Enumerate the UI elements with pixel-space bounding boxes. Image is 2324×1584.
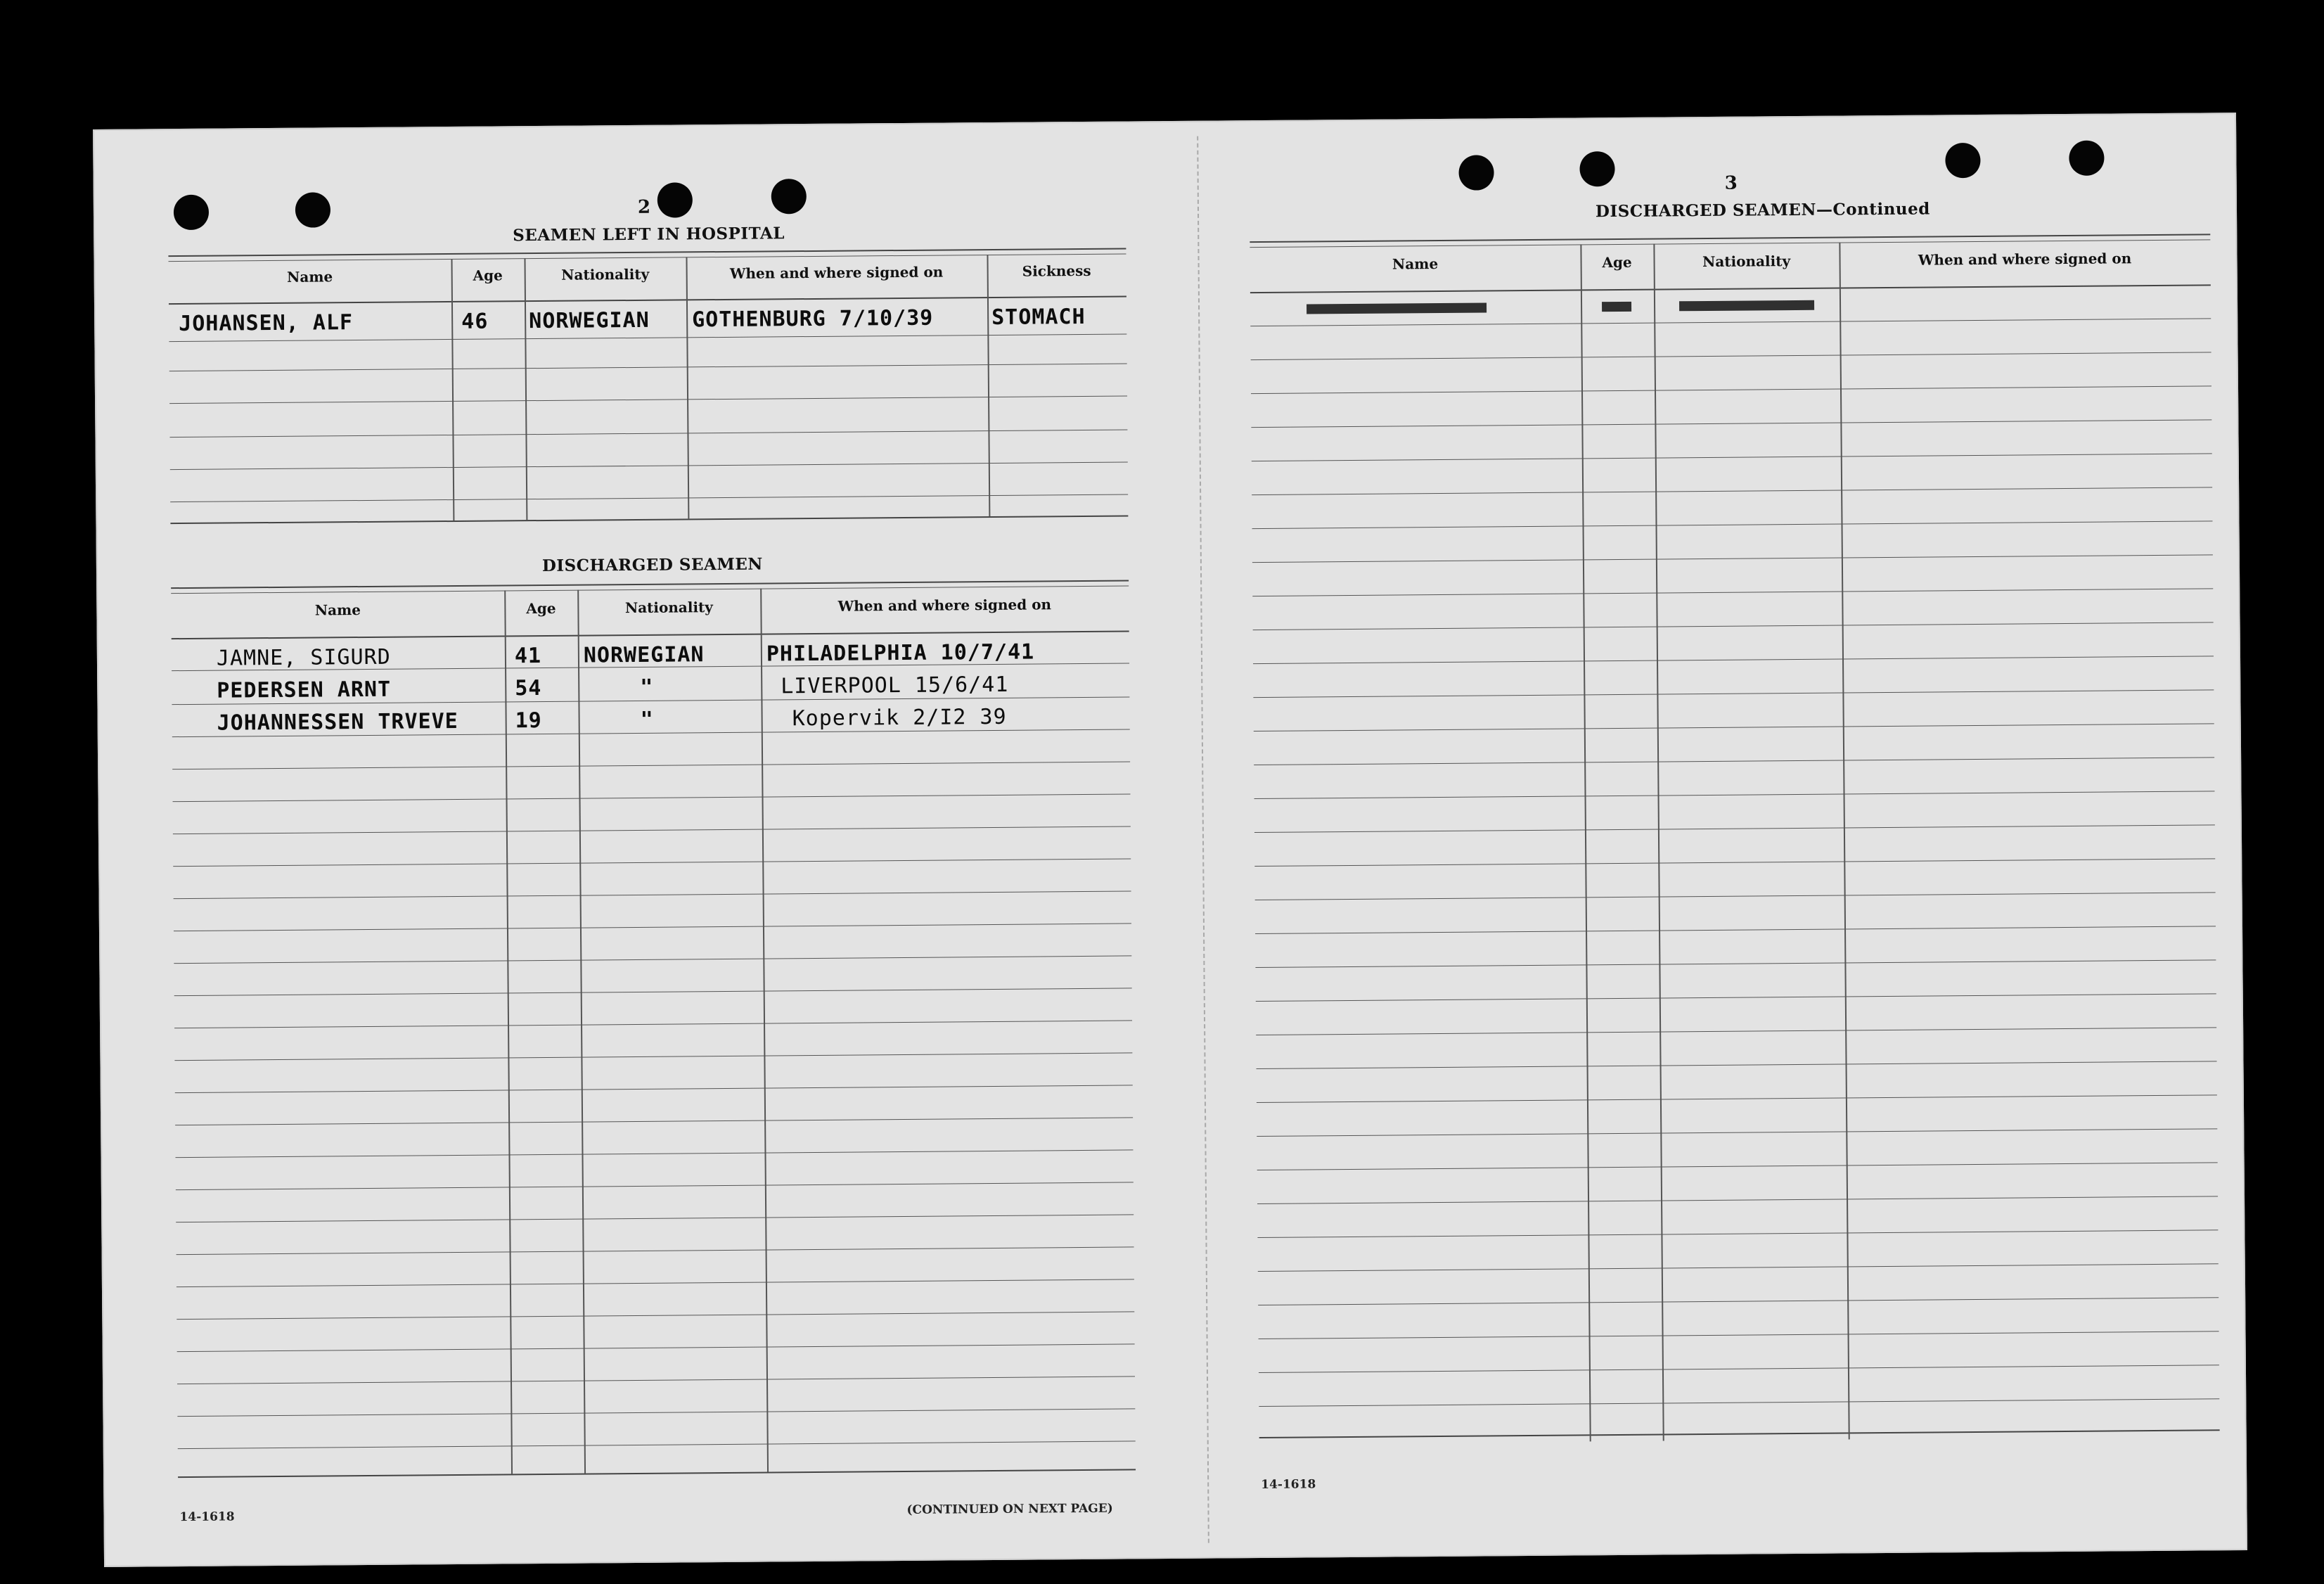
header-nationality: Nationality — [624, 599, 713, 617]
punch-hole — [2069, 141, 2104, 176]
header-signed-on: When and where signed on — [837, 596, 1052, 615]
form-number: 14-1618 — [179, 1509, 235, 1525]
discharged-row-signed-on: PHILADELPHIA 10/7/41 — [766, 639, 1035, 667]
hospital-row-signed-on: GOTHENBURG 7/10/39 — [692, 305, 934, 333]
discharged-section-title: DISCHARGED SEAMEN — [541, 554, 763, 576]
header-name: Name — [1392, 255, 1439, 273]
punch-hole — [174, 195, 209, 230]
hospital-row-nationality: NORWEGIAN — [529, 307, 650, 334]
discharged-row-nationality: NORWEGIAN — [583, 642, 705, 668]
punch-hole — [771, 179, 807, 214]
discharged-continued-table — [1250, 234, 2220, 1465]
header-age: Age — [1602, 253, 1632, 272]
page-fold-divider — [1197, 136, 1209, 1543]
hospital-row-sickness: STOMACH — [991, 304, 1086, 330]
header-age: Age — [473, 267, 503, 284]
hospital-row-age: 46 — [461, 309, 489, 334]
document-sheet — [93, 113, 2247, 1567]
discharged-row-signed-on: Kopervik 2/I2 39 — [792, 704, 1007, 732]
continued-section-title: DISCHARGED SEAMEN—Continued — [1595, 199, 1930, 222]
header-nationality: Nationality — [1702, 253, 1791, 271]
header-age: Age — [526, 599, 556, 618]
page-number: 3 — [1724, 172, 1738, 194]
form-number: 14-1618 — [1261, 1477, 1316, 1493]
punch-hole — [1458, 155, 1494, 190]
discharged-row-nationality: " — [640, 707, 654, 732]
discharged-row-age: 54 — [515, 676, 542, 701]
header-name: Name — [287, 268, 333, 286]
discharged-table — [171, 580, 1136, 1488]
header-signed-on: When and where signed on — [729, 263, 944, 282]
header-signed-on: When and where signed on — [1918, 250, 2132, 269]
punch-hole — [295, 192, 330, 227]
hospital-table — [168, 248, 1128, 528]
discharged-row-name: JOHANNESSEN TRVEVE — [217, 708, 458, 736]
struck-out-nationality — [1679, 300, 1814, 312]
page-number: 2 — [637, 196, 651, 218]
discharged-row-name: PEDERSEN ARNT — [217, 677, 392, 703]
continued-note: (CONTINUED ON NEXT PAGE) — [906, 1501, 1113, 1517]
header-name: Name — [314, 601, 361, 619]
punch-hole — [1945, 143, 1980, 178]
punch-hole — [657, 182, 693, 217]
discharged-row-age: 41 — [514, 644, 542, 669]
struck-out-name — [1307, 302, 1487, 314]
hospital-row-name: JOHANSEN, ALF — [179, 310, 354, 337]
discharged-row-age: 19 — [515, 708, 542, 734]
punch-hole — [1579, 151, 1614, 186]
discharged-row-signed-on: LIVERPOOL 15/6/41 — [781, 672, 1009, 699]
discharged-row-name: JAMNE, SIGURD — [216, 644, 391, 671]
struck-out-age — [1602, 302, 1631, 312]
header-nationality: Nationality — [561, 265, 650, 283]
hospital-section-title: SEAMEN LEFT IN HOSPITAL — [513, 224, 785, 245]
header-sickness: Sickness — [1022, 262, 1091, 280]
discharged-row-nationality: " — [640, 675, 654, 700]
